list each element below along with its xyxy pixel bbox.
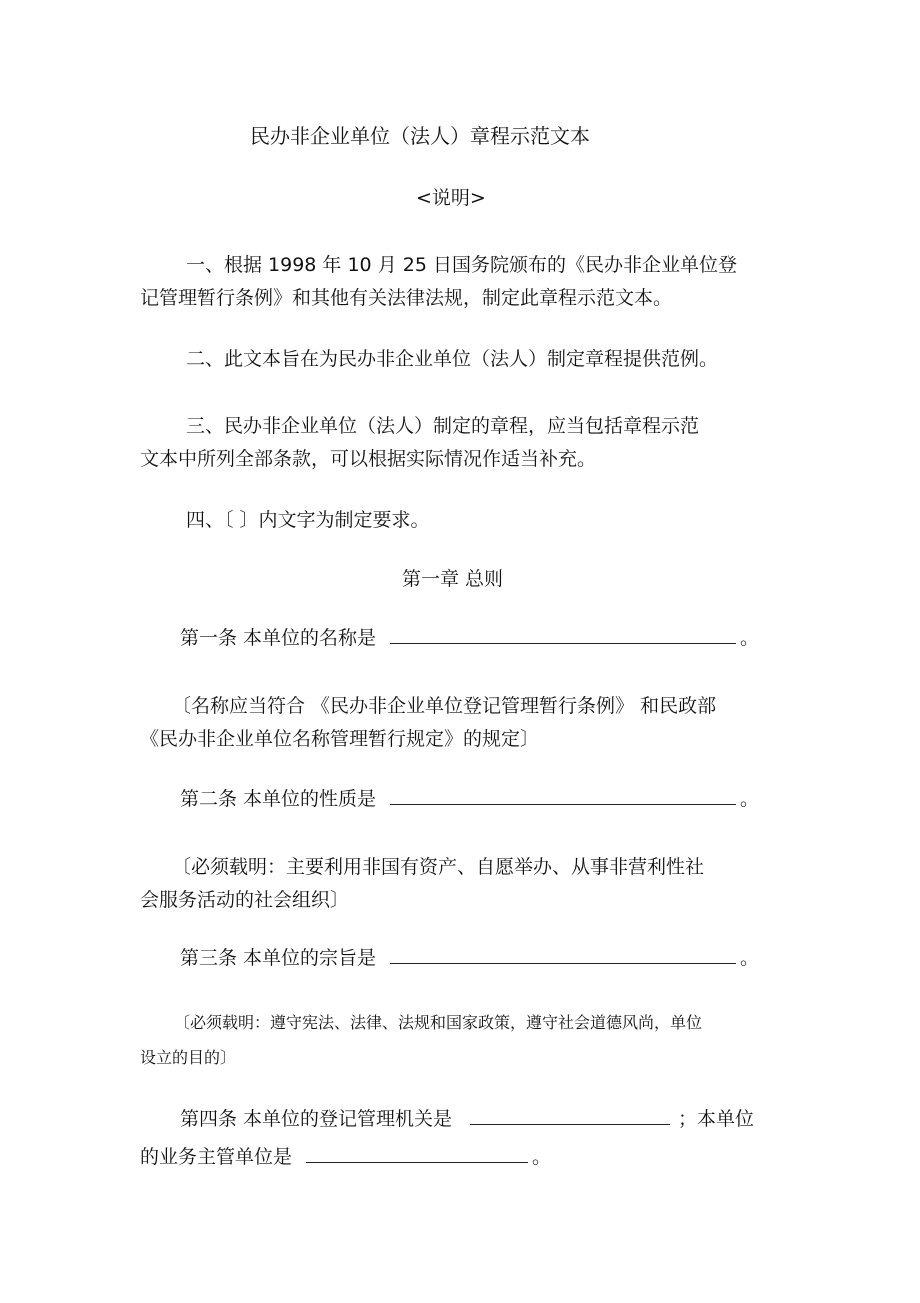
chapter-heading: 第一章 总则 (402, 568, 504, 590)
article-1-note-line-1: 〔名称应当符合 《民办非企业单位登记管理暂行条例》 和民政部 (172, 695, 717, 717)
article-1-text: 第一条 本单位的名称是 (180, 627, 377, 649)
article-4-supervisor-blank[interactable] (306, 1146, 528, 1163)
article-4-line-1 (180, 1107, 754, 1131)
article-4-text-1: 第四条 本单位的登记管理机关是 (180, 1108, 453, 1130)
note-1-line-2: 记管理暂行条例》和其他有关法律法规，制定此章程示范文本。 (140, 287, 673, 309)
article-4-text-2: 的业务主管单位是 (140, 1146, 293, 1168)
article-1-name-blank[interactable] (390, 627, 736, 644)
note-3-line-2: 文本中所列全部条款，可以根据实际情况作适当补充。 (140, 448, 597, 470)
article-4-registration-blank[interactable] (470, 1108, 670, 1125)
article-3-text: 第三条 本单位的宗旨是 (180, 947, 377, 969)
document-subtitle: <说明> (416, 187, 486, 209)
article-3 (180, 946, 759, 970)
article-2-note-line-1: 〔必须载明：主要利用非国有资产、自愿举办、从事非营利性社 (172, 856, 705, 878)
article-4-mid: ；本单位 (678, 1108, 755, 1130)
article-1-note-line-2: 《民办非企业单位名称管理暂行规定》的规定〕 (140, 728, 540, 750)
article-3-note-line-2: 设立的目的〕 (140, 1048, 237, 1067)
article-2-end: 。 (740, 788, 760, 810)
article-3-note-line-1: 〔必须载明：遵守宪法、法律、法规和国家政策，遵守社会道德风尚，单位 (174, 1013, 703, 1032)
article-3-end: 。 (740, 947, 760, 969)
article-2-text: 第二条 本单位的性质是 (180, 788, 377, 810)
article-4-end: 。 (532, 1146, 552, 1168)
article-3-purpose-blank[interactable] (390, 947, 736, 964)
article-1-end: 。 (740, 627, 760, 649)
note-1-line-1: 一、根据 1998 年 10 月 25 日国务院颁布的《民办非企业单位登 (186, 254, 737, 276)
note-3-line-1: 三、民办非企业单位（法人）制定的章程，应当包括章程示范 (186, 415, 700, 437)
article-1 (180, 626, 759, 650)
article-4-line-2 (140, 1145, 551, 1169)
article-2-nature-blank[interactable] (390, 788, 736, 805)
article-2-note-line-2: 会服务活动的社会组织〕 (140, 889, 350, 911)
article-2 (180, 787, 759, 811)
document-title: 民办非企业单位（法人）章程示范文本 (250, 124, 590, 148)
note-2: 二、此文本旨在为民办非企业单位（法人）制定章程提供范例。 (186, 348, 719, 370)
note-4: 四、〔 〕内文字为制定要求。 (186, 509, 430, 531)
